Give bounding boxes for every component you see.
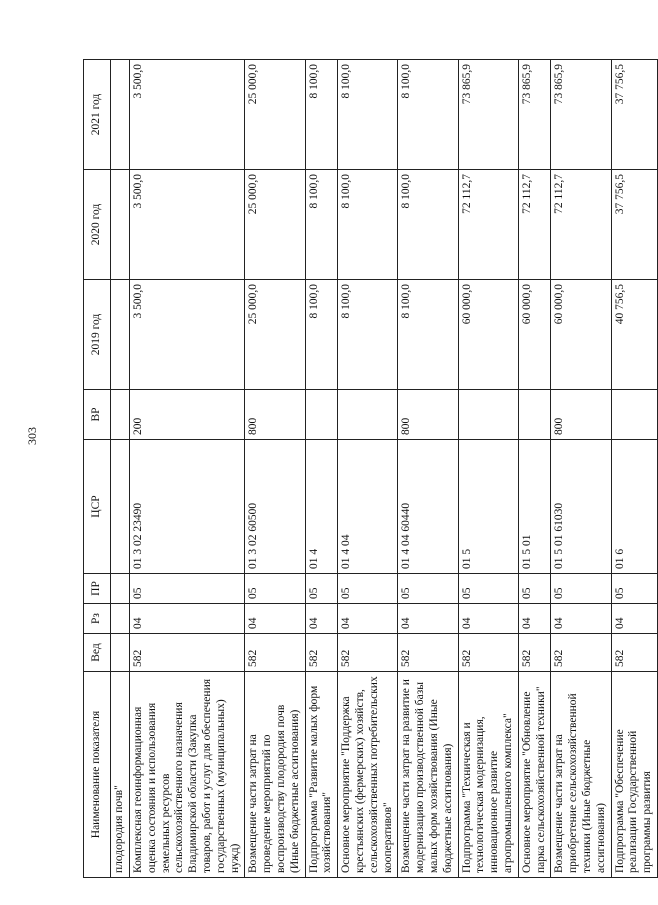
row-name: Основное мероприятие "Обновление парка сельскохозяйственной техники" — [518, 672, 551, 878]
row-csr: 01 4 04 — [338, 440, 398, 574]
row-2019: 25 000,0 — [245, 280, 305, 390]
header-name: Наименование показателя — [84, 672, 111, 878]
row-2020: 25 000,0 — [245, 170, 305, 280]
table-row — [551, 60, 611, 878]
row-2020: 37 756,5 — [611, 170, 657, 280]
row-2019: 8 100,0 — [305, 280, 338, 390]
row-vr — [305, 390, 338, 440]
row-ved: 582 — [338, 634, 398, 672]
header-2020: 2020 год — [84, 170, 111, 280]
row-pr: 05 — [518, 574, 551, 604]
row-csr: 01 3 02 23490 — [130, 440, 245, 574]
row-ved: 582 — [245, 634, 305, 672]
row-name: Подпрограмма "Техническая и технологическая модернизация, инновационное развитие агропромышленного комплекса" — [458, 672, 518, 878]
row-vr — [611, 390, 657, 440]
row-csr: 01 4 — [305, 440, 338, 574]
row-vr: 200 — [130, 390, 245, 440]
header-pr: ПР — [84, 574, 111, 604]
row-ved: 582 — [551, 634, 611, 672]
row-pr: 05 — [245, 574, 305, 604]
row-vr — [518, 390, 551, 440]
row-2019: 40 756,5 — [611, 280, 657, 390]
header-2019: 2019 год — [84, 280, 111, 390]
table-row — [518, 60, 551, 878]
row-pr: 05 — [338, 574, 398, 604]
row-csr: 01 6 — [611, 440, 657, 574]
row-2021: 73 865,9 — [518, 60, 551, 170]
row-2021: 73 865,9 — [458, 60, 518, 170]
row-pr: 05 — [398, 574, 458, 604]
row-csr: 01 5 01 61030 — [551, 440, 611, 574]
table-row — [398, 60, 458, 878]
page-number: 303 — [25, 427, 39, 445]
budget-table — [83, 59, 658, 878]
row-ved: 582 — [398, 634, 458, 672]
table-row-continuation — [111, 60, 130, 878]
row-2019: 8 100,0 — [338, 280, 398, 390]
row-rz: 04 — [458, 604, 518, 634]
row-rz: 04 — [130, 604, 245, 634]
row-2019: 60 000,0 — [518, 280, 551, 390]
row-2020: 8 100,0 — [305, 170, 338, 280]
row-2021: 8 100,0 — [305, 60, 338, 170]
row-2020: 72 112,7 — [551, 170, 611, 280]
row-pr: 05 — [611, 574, 657, 604]
row-name: Комплексная геоинформационная оценка состояния и использования земельных ресурсов сельскохозяйственного назначения Владимирской области (Закупка товаров, работ и услуг для обеспечения государственных (муниципальных) нужд) — [130, 672, 245, 878]
row-2020: 72 112,7 — [458, 170, 518, 280]
row-rz: 04 — [518, 604, 551, 634]
row-name: Подпрограмма "Обеспечение реализации Государственной программы развития — [611, 672, 657, 878]
row-rz: 04 — [398, 604, 458, 634]
row-2021: 37 756,5 — [611, 60, 657, 170]
row-ved: 582 — [458, 634, 518, 672]
row-2020: 3 500,0 — [130, 170, 245, 280]
row-vr — [338, 390, 398, 440]
table-row — [458, 60, 518, 878]
row-name: Возмещение части затрат на проведение мероприятий по воспроизводству плодородия почв (Иные бюджетные ассигнования) — [245, 672, 305, 878]
row-2021: 8 100,0 — [398, 60, 458, 170]
row-rz: 04 — [305, 604, 338, 634]
row-rz: 04 — [611, 604, 657, 634]
row-csr: 01 4 04 60440 — [398, 440, 458, 574]
row-csr: 01 5 01 — [518, 440, 551, 574]
rotated-page-content — [83, 60, 654, 878]
row-2019: 8 100,0 — [398, 280, 458, 390]
row-2019: 3 500,0 — [130, 280, 245, 390]
continuation-text: плодородия почв" — [111, 672, 130, 878]
row-vr: 800 — [245, 390, 305, 440]
row-rz: 04 — [245, 604, 305, 634]
table-row — [130, 60, 245, 878]
table-row — [245, 60, 305, 878]
header-rz: Рз — [84, 604, 111, 634]
row-csr: 01 5 — [458, 440, 518, 574]
row-2021: 3 500,0 — [130, 60, 245, 170]
header-vr: ВР — [84, 390, 111, 440]
row-vr: 800 — [551, 390, 611, 440]
row-vr — [458, 390, 518, 440]
row-pr: 05 — [130, 574, 245, 604]
table-row — [611, 60, 657, 878]
row-name: Подпрограмма "Развитие малых форм хозяйствования" — [305, 672, 338, 878]
row-2021: 25 000,0 — [245, 60, 305, 170]
row-2020: 72 112,7 — [518, 170, 551, 280]
row-pr: 05 — [305, 574, 338, 604]
row-rz: 04 — [338, 604, 398, 634]
row-name: Возмещение части затрат на приобретение сельскохозяйственной техники (Иные бюджетные ассигнования) — [551, 672, 611, 878]
table-row — [305, 60, 338, 878]
row-2020: 8 100,0 — [398, 170, 458, 280]
row-2019: 60 000,0 — [458, 280, 518, 390]
row-2020: 8 100,0 — [338, 170, 398, 280]
table-header-row — [84, 60, 111, 878]
row-name: Основное мероприятие "Поддержка крестьянских (фермерских) хозяйств, сельскохозяйственных потребительских кооперативов" — [338, 672, 398, 878]
row-csr: 01 3 02 60500 — [245, 440, 305, 574]
row-vr: 800 — [398, 390, 458, 440]
row-ved: 582 — [611, 634, 657, 672]
header-csr: ЦСР — [84, 440, 111, 574]
row-pr: 05 — [551, 574, 611, 604]
row-ved: 582 — [518, 634, 551, 672]
row-2021: 73 865,9 — [551, 60, 611, 170]
row-rz: 04 — [551, 604, 611, 634]
row-pr: 05 — [458, 574, 518, 604]
table-row — [338, 60, 398, 878]
row-2021: 8 100,0 — [338, 60, 398, 170]
header-2021: 2021 год — [84, 60, 111, 170]
row-ved: 582 — [305, 634, 338, 672]
header-ved: Вед — [84, 634, 111, 672]
row-2019: 60 000,0 — [551, 280, 611, 390]
row-ved: 582 — [130, 634, 245, 672]
row-name: Возмещение части затрат на развитие и модернизацию производственной базы малых форм хозяйствования (Иные бюджетные ассигнования) — [398, 672, 458, 878]
